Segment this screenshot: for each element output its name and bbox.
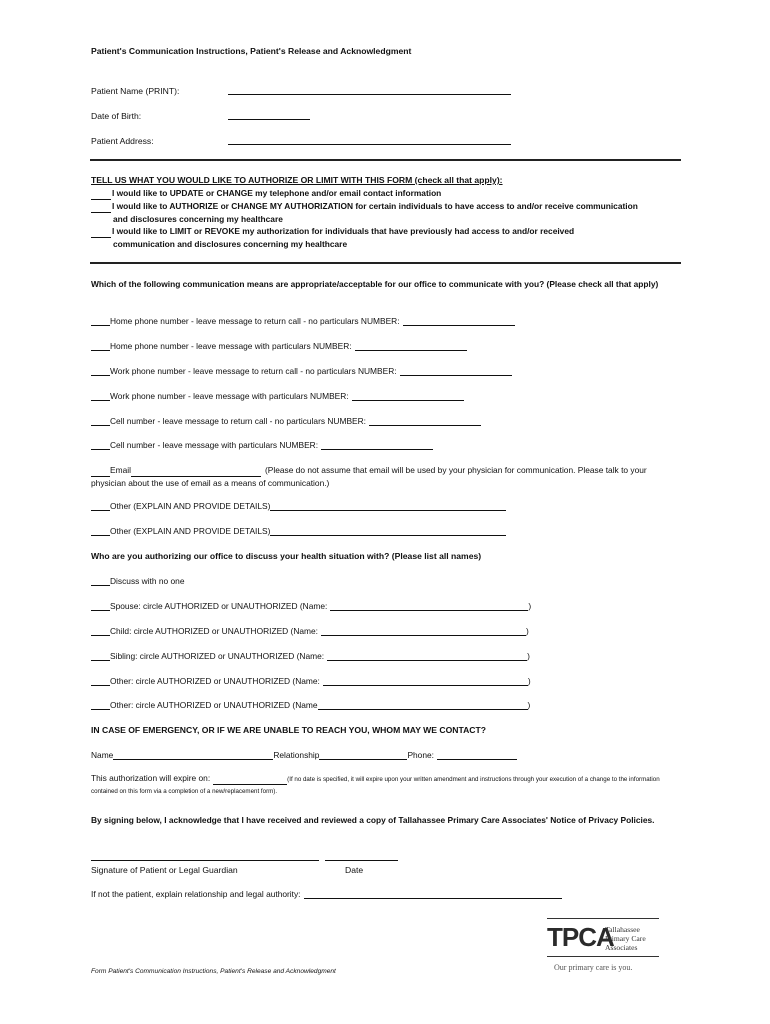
logo-name: Tallahassee Primary Care Associates — [605, 925, 646, 952]
number-field[interactable] — [321, 440, 433, 450]
patient-name-label: Patient Name (PRINT): — [91, 86, 180, 96]
comm-item-other-2[interactable]: Other (EXPLAIN AND PROVIDE DETAILS) — [91, 526, 506, 536]
patient-address-label: Patient Address: — [91, 136, 154, 146]
comm-item-home-no-particulars[interactable]: Home phone number - leave message to return call - no particulars NUMBER: — [91, 316, 515, 326]
authorize-option-limit[interactable]: I would like to LIMIT or REVOKE my authorization for individuals that have previously had access to and/or received communication and disclosures concerning my healthcare — [91, 225, 683, 250]
comm-item-cell-particulars[interactable]: Cell number - leave message with particulars NUMBER: — [91, 440, 433, 450]
checkbox-blank[interactable] — [91, 228, 111, 238]
number-field[interactable] — [369, 416, 481, 426]
date-of-birth-field[interactable] — [228, 119, 310, 120]
details-field[interactable] — [270, 526, 506, 536]
checkbox-blank[interactable] — [91, 203, 111, 213]
comm-item-home-particulars[interactable]: Home phone number - leave message with particulars NUMBER: — [91, 341, 467, 351]
details-field[interactable] — [270, 501, 506, 511]
emergency-name-field[interactable] — [113, 750, 273, 760]
authorized-sibling-item[interactable]: Sibling: circle AUTHORIZED or UNAUTHORIZED (Name: ) — [91, 651, 530, 661]
patient-address-field[interactable] — [228, 144, 511, 145]
expiration-row[interactable]: This authorization will expire on: (If no date is specified, it will expire upon your written amendment and instructions through your execution of a change to the information contained on this form via a completion of a new/replacement form). — [91, 773, 660, 795]
section-divider — [90, 159, 681, 161]
name-field[interactable] — [321, 626, 526, 636]
name-field[interactable] — [327, 651, 527, 661]
name-field[interactable] — [318, 700, 528, 710]
authorized-spouse-item[interactable]: Spouse: circle AUTHORIZED or UNAUTHORIZED (Name: ) — [91, 601, 531, 611]
signature-label: Signature of Patient or Legal Guardian — [91, 865, 238, 875]
checkbox-blank[interactable] — [91, 190, 111, 200]
comm-item-other-1[interactable]: Other (EXPLAIN AND PROVIDE DETAILS) — [91, 501, 506, 511]
email-field[interactable] — [131, 467, 261, 477]
comm-item-cell-no-particulars[interactable]: Cell number - leave message to return call - no particulars NUMBER: — [91, 416, 481, 426]
comm-item-work-no-particulars[interactable]: Work phone number - leave message to return call - no particulars NUMBER: — [91, 366, 512, 376]
emergency-phone-field[interactable] — [437, 750, 517, 760]
patient-name-field[interactable] — [228, 94, 511, 95]
authorize-option-update[interactable]: I would like to UPDATE or CHANGE my telephone and/or email contact information — [91, 187, 683, 200]
name-field[interactable] — [330, 601, 528, 611]
relationship-authority-row[interactable]: If not the patient, explain relationship and legal authority: — [91, 889, 562, 899]
number-field[interactable] — [352, 391, 464, 401]
signature-date-label: Date — [345, 865, 364, 875]
tpca-logo — [547, 918, 659, 974]
number-field[interactable] — [355, 341, 467, 351]
signature-field[interactable] — [91, 860, 319, 861]
number-field[interactable] — [400, 366, 512, 376]
expiration-date-field[interactable] — [213, 775, 287, 785]
logo-tagline: Our primary care is you. — [554, 963, 633, 972]
date-of-birth-label: Date of Birth: — [91, 111, 142, 121]
authorize-option-authorize[interactable]: I would like to AUTHORIZE or CHANGE MY AUTHORIZATION for certain individuals to have access to and/or receive communication and disclosures concerning my healthcare — [91, 200, 683, 225]
logo-mark: TPCA — [547, 922, 614, 952]
form-title: Patient's Communication Instructions, Patient's Release and Acknowledgment — [91, 46, 412, 56]
authorized-other-item-1[interactable]: Other: circle AUTHORIZED or UNAUTHORIZED (Name: ) — [91, 676, 531, 686]
comm-item-email[interactable]: Email (Please do not assume that email will be used by your physician for communication. Please talk to your physician about the use of email as a means of communication.) — [91, 465, 647, 488]
acknowledgment-text: By signing below, I acknowledge that I have received and reviewed a copy of Tallahassee Primary Care Associates' Notice of Privacy Policies. — [91, 815, 655, 825]
signature-date-field[interactable] — [325, 860, 398, 861]
comm-item-work-particulars[interactable]: Work phone number - leave message with particulars NUMBER: — [91, 391, 464, 401]
discuss-none-item[interactable]: Discuss with no one — [91, 576, 184, 586]
relationship-authority-field[interactable] — [304, 889, 562, 899]
emergency-contact-row[interactable]: Name Relationship Phone: — [91, 750, 517, 760]
authorize-heading: TELL US WHAT YOU WOULD LIKE TO AUTHORIZE OR LIMIT WITH THIS FORM (check all that apply): — [91, 175, 503, 185]
name-field[interactable] — [323, 676, 528, 686]
section-divider — [90, 262, 681, 264]
emergency-heading: IN CASE OF EMERGENCY, OR IF WE ARE UNABLE TO REACH YOU, WHOM MAY WE CONTACT? — [91, 725, 487, 735]
authorized-other-item-2[interactable]: Other: circle AUTHORIZED or UNAUTHORIZED (Name ) — [91, 700, 530, 710]
number-field[interactable] — [403, 316, 515, 326]
communication-question: Which of the following communication means are appropriate/acceptable for our office to communicate with you? (Please check all that apply) — [91, 279, 659, 289]
emergency-relationship-field[interactable] — [319, 750, 407, 760]
form-footer: Form Patient's Communication Instructions, Patient's Release and Acknowledgment — [91, 968, 336, 975]
authorized-question: Who are you authorizing our office to discuss your health situation with? (Please list all names) — [91, 551, 482, 561]
authorized-child-item[interactable]: Child: circle AUTHORIZED or UNAUTHORIZED (Name: ) — [91, 626, 529, 636]
